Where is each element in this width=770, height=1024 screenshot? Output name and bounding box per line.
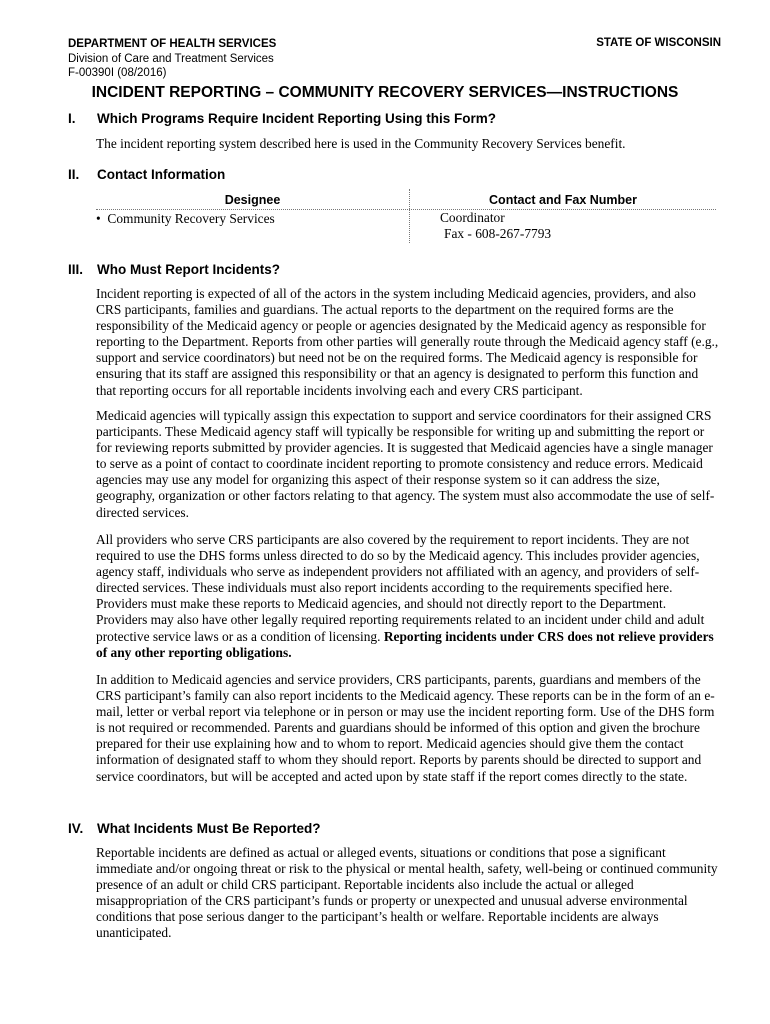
table-header-divider [96,209,716,210]
form-id: F-00390I (08/2016) [68,67,167,79]
designee-value: Community Recovery Services [107,211,275,226]
document-header [68,37,276,81]
bullet-icon: • [96,211,101,226]
section-title: Contact Information [97,167,226,182]
paragraph-text: All providers who serve CRS participants are also covered by the requirement to report incidents. They are not required to use the DHS forms unless directed to do so by the Medicaid agency. This includes provider agencies, agency staff, individuals who serve as independent providers not affiliated with an agency, and providers of self-directed services. These individuals must also report incidents according to the requirements specified here. Providers must make these reports to Medicaid agencies, and should not directly report to the Department. Providers may also have other legally required reporting requirements related to an incident under child and adult protective service laws or as a condition of licensing. [96,532,705,644]
section-3-paragraph-4: In addition to Medicaid agencies and service providers, CRS participants, parents, guardians and members of the CRS participant’s family can also report incidents to the Medicaid agency. These reports can be in the form of an e-mail, letter or verbal report via telephone or in person or may use the incident reporting form. Use of the DHS form is not required or recommended. Parents and guardians should be informed of this option and given the brochure prepared for their use explaining how and to whom to report. Medicaid agencies should give them the contact information of designated staff to whom they should report. Reports by parents should be directed to support and service coordinators, but will be accepted and acted upon by state staff if the report comes directly to the state. [96,672,715,784]
bold-note: Reporting incidents under CRS does not relieve providers of any other reporting obligations. [96,628,714,660]
department-name: DEPARTMENT OF HEALTH SERVICES [68,38,277,50]
fax-value: Fax - 608-267-7793 [444,226,552,241]
section-3-paragraph-1: Incident reporting is expected of all of the actors in the system including Medicaid agencies, providers, and also CRS participants, families and guardians. The actual reports to the department on the required forms are the responsibility of the Medicaid agency or people or agencies designated by the Medicaid agency as responsible for reporting to the Department. Reports from other parties will generally route through the Medicaid agency staff (e.g., support and service coordinators) but need not be on the required forms. The Medicaid agency is responsible for ensuring that its staff are assigned this responsibility or that an agency is designated to perform this function and that reporting occurs for all reportable incidents involving each and every CRS participant. [96,286,719,398]
section-3-paragraph-3 [96,532,720,661]
section-title: What Incidents Must Be Reported? [97,821,321,836]
section-1-paragraph: The incident reporting system described here is used in the Community Recovery Services benefit. [96,136,626,151]
contact-column-header: Contact and Fax Number [489,193,637,207]
document-title: INCIDENT REPORTING – COMMUNITY RECOVERY SERVICES—INSTRUCTIONS [91,84,679,101]
contact-cell [440,210,551,242]
section-number: I. [68,111,76,126]
section-number: II. [68,167,80,182]
section-3-paragraph-2: Medicaid agencies will typically assign this expectation to support and service coordinators for their assigned CRS participants. These Medicaid agency staff will typically be responsible for writing up and submitting the report or for reviewing reports submitted by provider agencies. It is suggested that Medicaid agencies have a single manager to serve as a point of contact to coordinate incident reporting to promote consistency and reduce errors. Medicaid agencies may use any model for organizing this aspect of their response system so it can address the size, geography, organization or other factors relating to that agency. The system must also accommodate the use of self-directed services. [96,408,715,520]
section-title: Which Programs Require Incident Reporting Using this Form? [97,111,497,126]
contact-table [96,189,716,243]
section-4-paragraph-1: Reportable incidents are defined as actual or alleged events, situations or conditions that pose a significant immediate and/or ongoing threat or risk to the physical or mental health, safety, well-being or continued community presence of an adult or child CRS participant. Reportable incidents also include the actual or alleged misappropriation of the CRS participant’s funds or property or unexpected and unusual adverse environmental conditions that pose serious danger to the participant’s health or welfare. Reportable incidents are always unanticipated. [96,845,718,941]
state-name: STATE OF WISCONSIN [596,37,721,49]
section-number: III. [68,262,84,277]
division-name: Division of Care and Treatment Services [68,52,274,65]
section-number: IV. [68,821,84,836]
section-title: Who Must Report Incidents? [97,262,280,277]
designee-column-header: Designee [224,193,281,207]
designee-cell [96,211,275,227]
contact-value: Coordinator [440,210,505,225]
